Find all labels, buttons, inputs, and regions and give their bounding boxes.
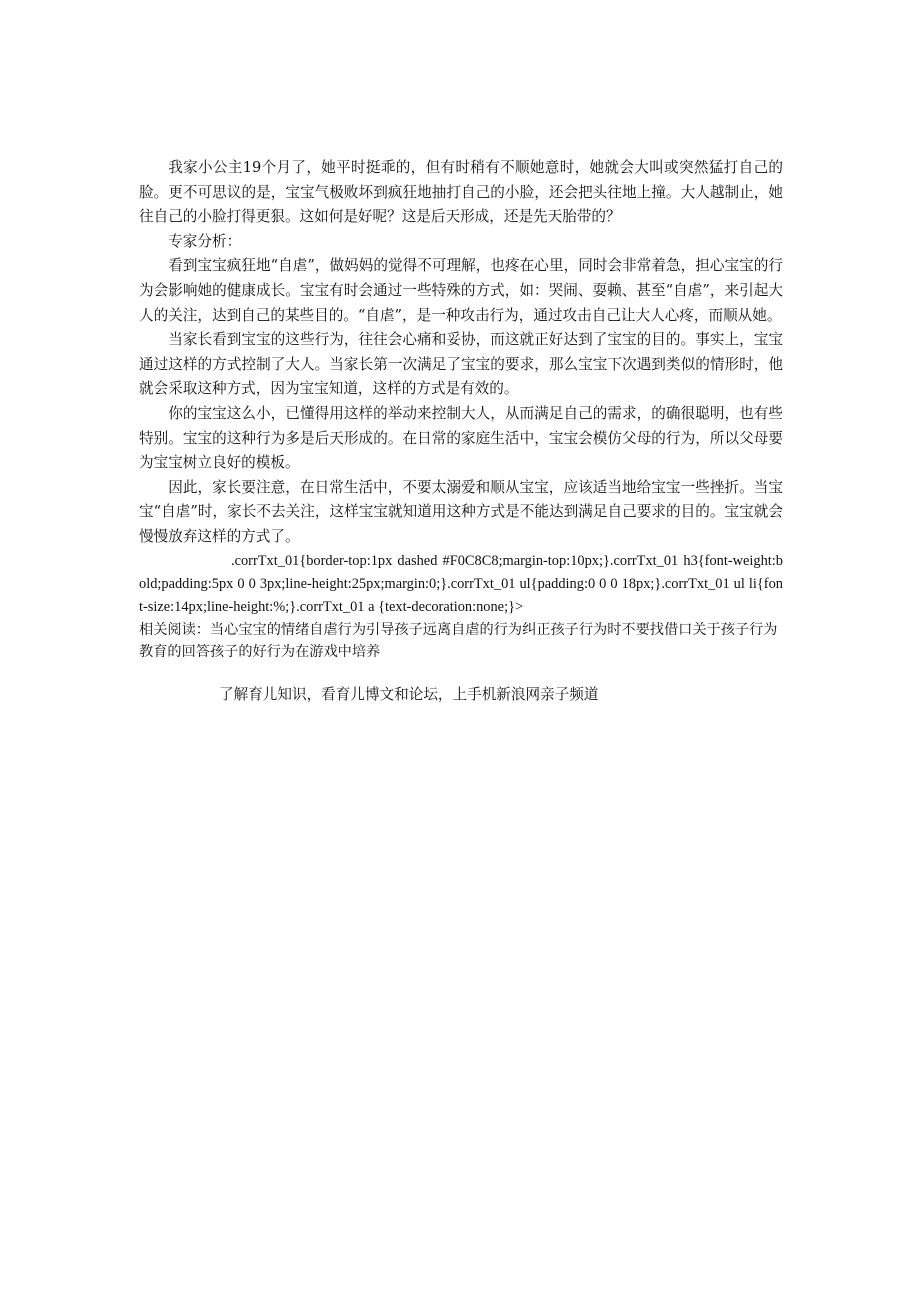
expert-analysis-heading: 专家分析： [168,232,242,250]
question-paragraph: 我家小公主19个月了，她平时挺乖的，但有时稍有不顺她意时，她就会大叫或突然猛打自己的脸。更不可思议的是，宝宝气极败坏到疯狂地抽打自己的小脸，还会把头往地上撞。大人越制止，她往自己的小脸打得更狠。这如何是好呢？这是后天形成，还是先天胎带的？ [139,159,783,226]
footer-promo-text: 了解育儿知识，看育儿博文和论坛，上手机新浪网亲子频道 [219,685,599,703]
leaked-css-text: .corrTxt_01{border-top:1px dashed #F0C8C8;margin-top:10px;}.corrTxt_01 h3{font-weight:bold;padding:5px 0 0 3px;line-height:25px;margin:0;}.corrTxt_01 ul{padding:0 0 0 18px;}.corrTxt_01 ul li{font-size:14px;line-height:%;}.corrTxt_01 a {text-decoration:none;}> [139,552,783,615]
related-reading-links[interactable]: 相关阅读：当心宝宝的情绪自虐行为引导孩子远离自虐的行为纠正孩子行为时不要找借口关于孩子行为教育的回答孩子的好行为在游戏中培养 [139,621,778,660]
analysis-paragraph-3: 你的宝宝这么小，已懂得用这样的举动来控制大人，从而满足自己的需求，的确很聪明，也有些特别。宝宝的这种行为多是后天形成的。在日常的家庭生活中，宝宝会模仿父母的行为，所以父母要为宝宝树立良好的模板。 [139,404,783,472]
analysis-paragraph-4: 因此，家长要注意，在日常生活中，不要太溺爱和顺从宝宝，应该适当地给宝宝一些挫折。当宝宝“自虐”时，家长不去关注，这样宝宝就知道用这种方式是不能达到满足自己要求的目的。宝宝就会慢慢放弃这样的方式了。 [139,478,783,545]
analysis-paragraph-2: 当家长看到宝宝的这些行为，往往会心痛和妥协，而这就正好达到了宝宝的目的。事实上，宝宝通过这样的方式控制了大人。当家长第一次满足了宝宝的要求，那么宝宝下次遇到类似的情形时，他就会采取这种方式，因为宝宝知道，这样的方式是有效的。 [139,331,783,398]
analysis-paragraph-1: 看到宝宝疯狂地“自虐”，做妈妈的觉得不可理解，也疼在心里，同时会非常着急，担心宝宝的行为会影响她的健康成长。宝宝有时会通过一些特殊的方式，如：哭闹、耍赖、甚至“自虐”，来引起大人的关注，达到自己的某些目的。“自虐”，是一种攻击行为，通过攻击自己让大人心疼，而顺从她。 [139,257,783,324]
document-page [139,156,783,707]
